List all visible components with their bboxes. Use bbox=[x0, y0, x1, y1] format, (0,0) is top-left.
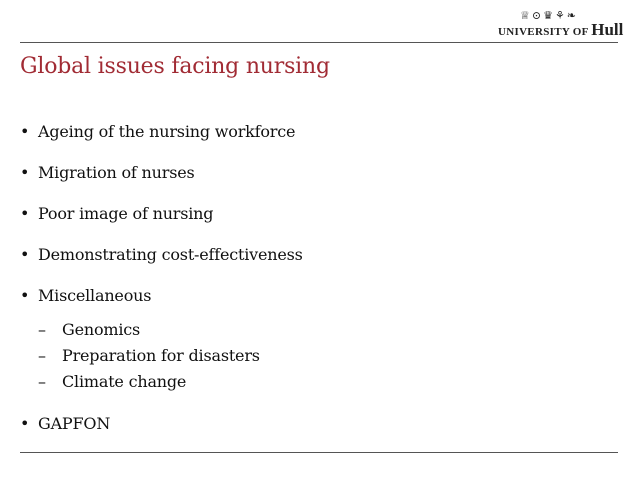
bullet-marker: • bbox=[20, 122, 30, 141]
bullet-item bbox=[20, 284, 620, 395]
sub-bullet-item bbox=[38, 369, 620, 395]
sub-bullet-item bbox=[38, 317, 620, 343]
logo-name: Hull bbox=[591, 20, 624, 39]
sub-bullet-text: Genomics bbox=[62, 320, 141, 339]
bullet-item bbox=[20, 202, 620, 226]
bullet-marker: • bbox=[20, 163, 30, 182]
sub-bullet-text: Preparation for disasters bbox=[62, 346, 260, 365]
bullet-text: GAPFON bbox=[38, 414, 111, 433]
bullet-item bbox=[20, 243, 620, 267]
bullet-text: Miscellaneous bbox=[38, 286, 152, 305]
bullet-marker: • bbox=[20, 204, 30, 223]
sub-bullet-list bbox=[38, 317, 620, 395]
sub-bullet-item bbox=[38, 343, 620, 369]
crest-icons: ♕⊙♛⚘❧ bbox=[520, 9, 579, 22]
bottom-divider bbox=[20, 452, 618, 453]
bullet-text: Poor image of nursing bbox=[38, 204, 214, 223]
bullet-item bbox=[20, 412, 620, 436]
slide-title: Global issues facing nursing bbox=[20, 54, 330, 79]
bullet-text: Ageing of the nursing workforce bbox=[38, 122, 296, 141]
bullet-list bbox=[20, 120, 620, 436]
bullet-marker: • bbox=[20, 286, 30, 305]
bullet-item bbox=[20, 161, 620, 185]
logo-prefix: UNIVERSITY OF bbox=[498, 26, 592, 38]
sub-bullet-marker: – bbox=[38, 320, 46, 339]
bullet-item bbox=[20, 120, 620, 144]
bullet-marker: • bbox=[20, 245, 30, 264]
bullet-text: Migration of nurses bbox=[38, 163, 195, 182]
top-divider bbox=[20, 42, 618, 43]
sub-bullet-marker: – bbox=[38, 372, 46, 391]
logo-wordmark bbox=[498, 20, 624, 40]
bullet-text: Demonstrating cost-effectiveness bbox=[38, 245, 303, 264]
university-logo bbox=[498, 9, 624, 40]
sub-bullet-text: Climate change bbox=[62, 372, 187, 391]
bullet-marker: • bbox=[20, 414, 30, 433]
sub-bullet-marker: – bbox=[38, 346, 46, 365]
